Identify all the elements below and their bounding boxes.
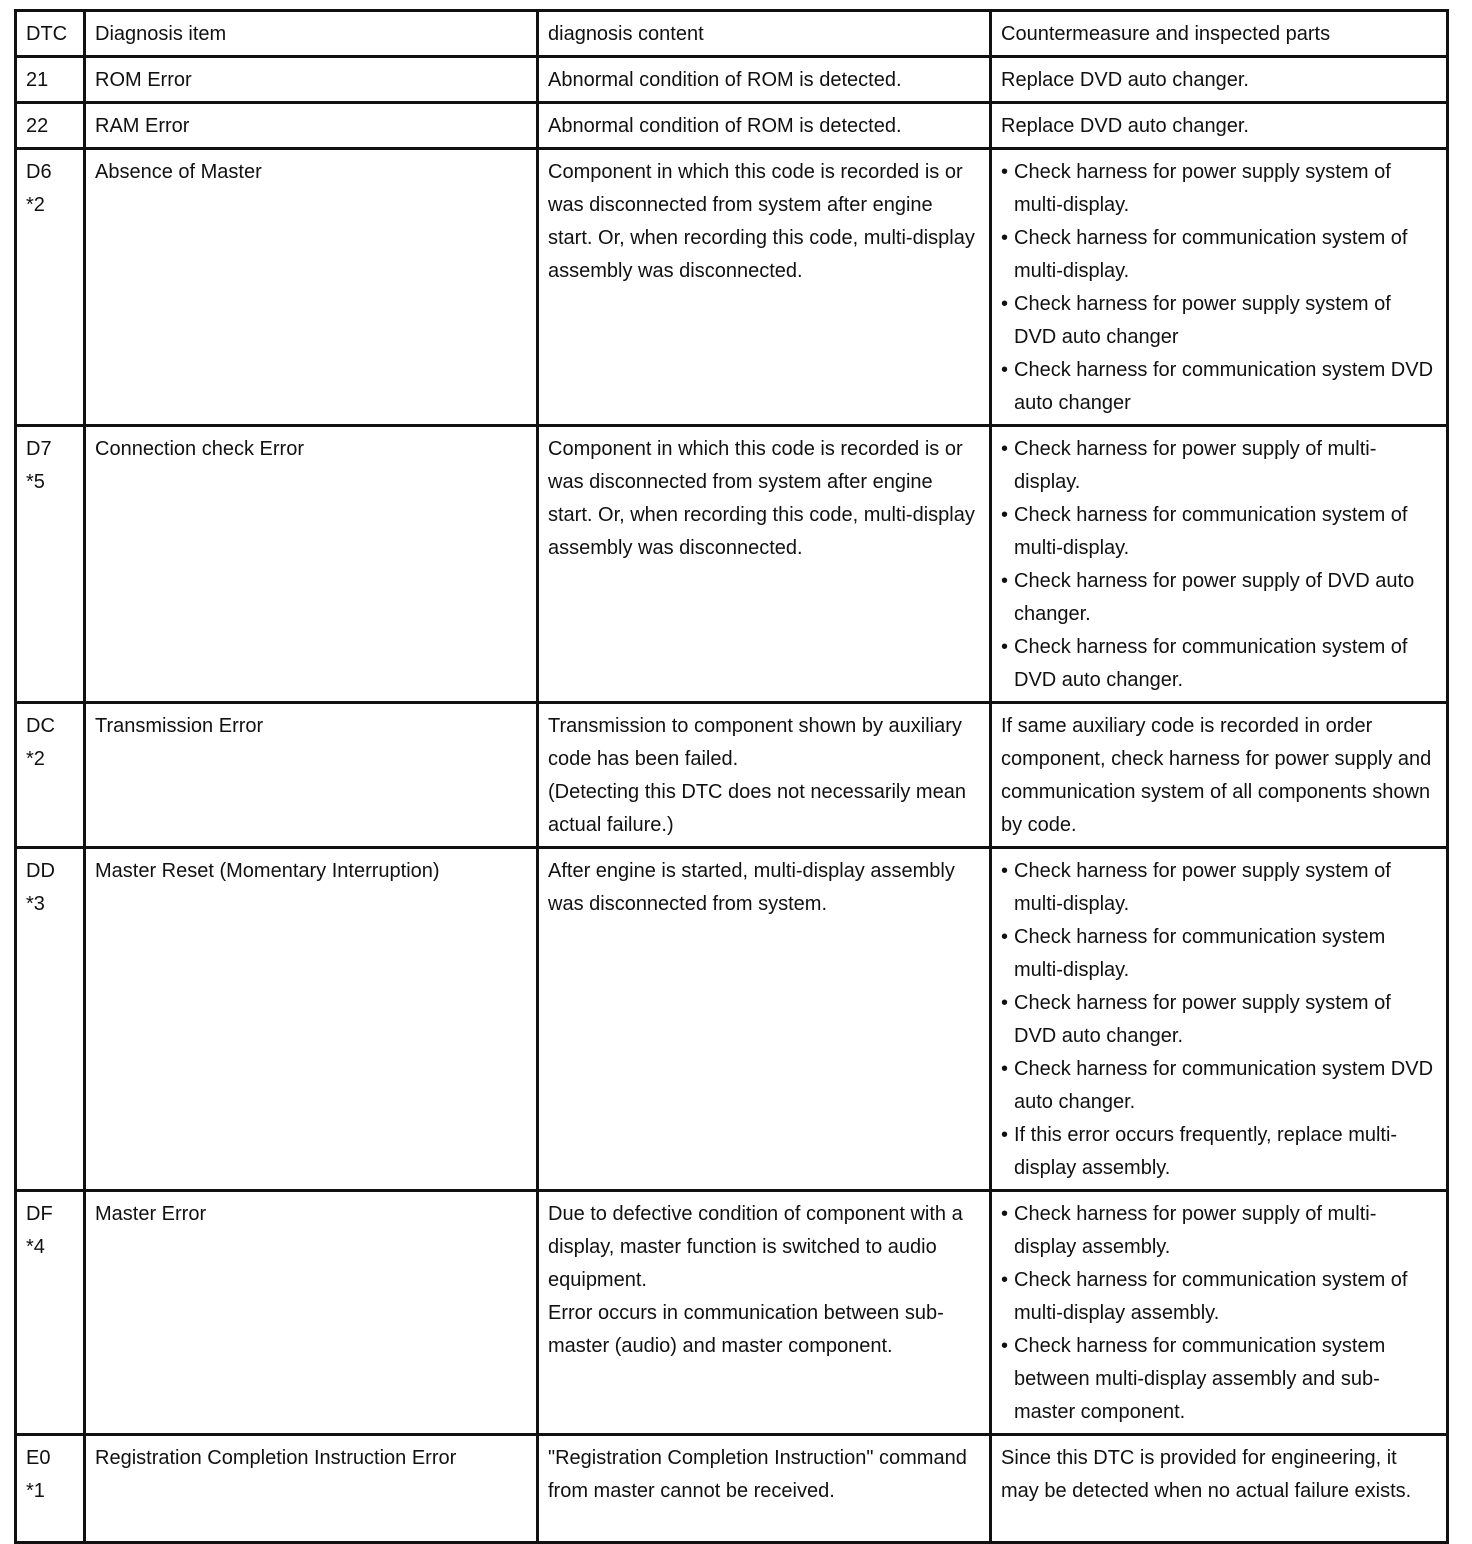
dtc-cell: [16, 149, 85, 426]
dtc-code: 22: [26, 115, 49, 137]
countermeasure-item: • Check harness for power supply system of DVD auto changer: [1001, 288, 1437, 354]
diagnosis-content-cell: [538, 1191, 991, 1435]
header-diagnosis-content: diagnosis content: [538, 11, 991, 57]
countermeasure-cell: [991, 149, 1448, 426]
content-paragraph: Transmission to component shown by auxiliary code has been failed.: [548, 715, 962, 770]
countermeasure-item: • If this error occurs frequently, replace multi-display assembly.: [1001, 1119, 1437, 1185]
dtc-cell: [16, 848, 85, 1191]
countermeasure-cell: [991, 1191, 1448, 1435]
countermeasure-list: [1001, 855, 1437, 1185]
diagnosis-item-cell: RAM Error: [85, 103, 538, 149]
dtc-cell: [16, 1435, 85, 1543]
table-row: [16, 703, 1448, 848]
table-row: [16, 57, 1448, 103]
header-countermeasure: Countermeasure and inspected parts: [991, 11, 1448, 57]
dtc-code: *2: [26, 748, 45, 770]
diagnosis-item-cell: Absence of Master: [85, 149, 538, 426]
countermeasure-cell: [991, 703, 1448, 848]
countermeasure-item: • Check harness for power supply system of multi-display.: [1001, 156, 1437, 222]
dtc-cell: [16, 703, 85, 848]
countermeasure-item: • Check harness for power supply of DVD auto changer.: [1001, 565, 1437, 631]
countermeasure-cell: [991, 103, 1448, 149]
countermeasure-item: • Check harness for communication system DVD auto changer: [1001, 354, 1437, 420]
table-row: [16, 1191, 1448, 1435]
countermeasure-cell: [991, 1435, 1448, 1543]
dtc-code: DC: [26, 715, 55, 737]
table-row: [16, 848, 1448, 1191]
countermeasure-list: [1001, 433, 1437, 697]
table-row: [16, 149, 1448, 426]
dtc-code: *1: [26, 1480, 45, 1502]
countermeasure-text: Replace DVD auto changer.: [1001, 69, 1249, 91]
countermeasure-text: If same auxiliary code is recorded in order component, check harness for power supply and communication system of all components shown by code.: [1001, 715, 1432, 836]
content-paragraph: Error occurs in communication between sub-master (audio) and master component.: [548, 1302, 944, 1357]
dtc-cell: [16, 1191, 85, 1435]
countermeasure-item: • Check harness for power supply of multi-display assembly.: [1001, 1198, 1437, 1264]
diagnosis-content-cell: [538, 149, 991, 426]
dtc-code: *3: [26, 893, 45, 915]
diagnosis-content-cell: [538, 57, 991, 103]
header-diagnosis-item: Diagnosis item: [85, 11, 538, 57]
dtc-code: DD: [26, 860, 55, 882]
dtc-code: D7: [26, 438, 52, 460]
dtc-cell: [16, 103, 85, 149]
countermeasure-item: • Check harness for communication system between multi-display assembly and sub-master component.: [1001, 1330, 1437, 1429]
content-paragraph: (Detecting this DTC does not necessarily mean actual failure.): [548, 781, 966, 836]
content-paragraph: "Registration Completion Instruction" command from master cannot be received.: [548, 1447, 967, 1502]
countermeasure-item: • Check harness for communication system of multi-display.: [1001, 222, 1437, 288]
countermeasure-list: [1001, 156, 1437, 420]
diagnosis-item-cell: Master Reset (Momentary Interruption): [85, 848, 538, 1191]
diagnosis-item-cell: ROM Error: [85, 57, 538, 103]
content-paragraph: Due to defective condition of component with a display, master function is switched to audio equipment.: [548, 1203, 963, 1291]
dtc-code: DF: [26, 1203, 53, 1225]
dtc-code: *4: [26, 1236, 45, 1258]
countermeasure-item: • Check harness for power supply system of multi-display.: [1001, 855, 1437, 921]
countermeasure-text: Replace DVD auto changer.: [1001, 115, 1249, 137]
dtc-code: *5: [26, 471, 45, 493]
countermeasure-list: [1001, 1198, 1437, 1429]
countermeasure-item: • Check harness for communication system of multi-display assembly.: [1001, 1264, 1437, 1330]
diagnosis-content-cell: [538, 1435, 991, 1543]
diagnosis-content-cell: [538, 848, 991, 1191]
table-row: [16, 103, 1448, 149]
dtc-cell: [16, 57, 85, 103]
countermeasure-item: • Check harness for communication system of DVD auto changer.: [1001, 631, 1437, 697]
countermeasure-text: Since this DTC is provided for engineering, it may be detected when no actual failure exists.: [1001, 1447, 1412, 1502]
dtc-code: E0: [26, 1447, 51, 1469]
content-paragraph: Component in which this code is recorded is or was disconnected from system after engine start. Or, when recording this code, multi-display assembly was disconnected.: [548, 438, 975, 559]
countermeasure-cell: [991, 57, 1448, 103]
diagnosis-item-cell: Transmission Error: [85, 703, 538, 848]
countermeasure-cell: [991, 426, 1448, 703]
dtc-table: [14, 9, 1449, 1544]
table-row: [16, 426, 1448, 703]
countermeasure-cell: [991, 848, 1448, 1191]
content-paragraph: Abnormal condition of ROM is detected.: [548, 115, 902, 137]
content-paragraph: Abnormal condition of ROM is detected.: [548, 69, 902, 91]
countermeasure-item: • Check harness for communication system DVD auto changer.: [1001, 1053, 1437, 1119]
header-row: [16, 11, 1448, 57]
countermeasure-item: • Check harness for communication system multi-display.: [1001, 921, 1437, 987]
diagnosis-item-cell: Master Error: [85, 1191, 538, 1435]
diagnosis-content-cell: [538, 103, 991, 149]
dtc-code: 21: [26, 69, 49, 91]
diagnosis-item-cell: Connection check Error: [85, 426, 538, 703]
content-paragraph: Component in which this code is recorded is or was disconnected from system after engine start. Or, when recording this code, multi-display assembly was disconnected.: [548, 161, 975, 282]
diagnosis-content-cell: [538, 426, 991, 703]
dtc-code: *2: [26, 194, 45, 216]
countermeasure-item: • Check harness for power supply system of DVD auto changer.: [1001, 987, 1437, 1053]
dtc-cell: [16, 426, 85, 703]
table-row: [16, 1435, 1448, 1543]
content-paragraph: After engine is started, multi-display assembly was disconnected from system.: [548, 860, 955, 915]
countermeasure-item: • Check harness for communication system of multi-display.: [1001, 499, 1437, 565]
countermeasure-item: • Check harness for power supply of multi-display.: [1001, 433, 1437, 499]
header-dtc: DTC: [16, 11, 85, 57]
diagnosis-item-cell: Registration Completion Instruction Error: [85, 1435, 538, 1543]
diagnosis-content-cell: [538, 703, 991, 848]
dtc-code: D6: [26, 161, 52, 183]
